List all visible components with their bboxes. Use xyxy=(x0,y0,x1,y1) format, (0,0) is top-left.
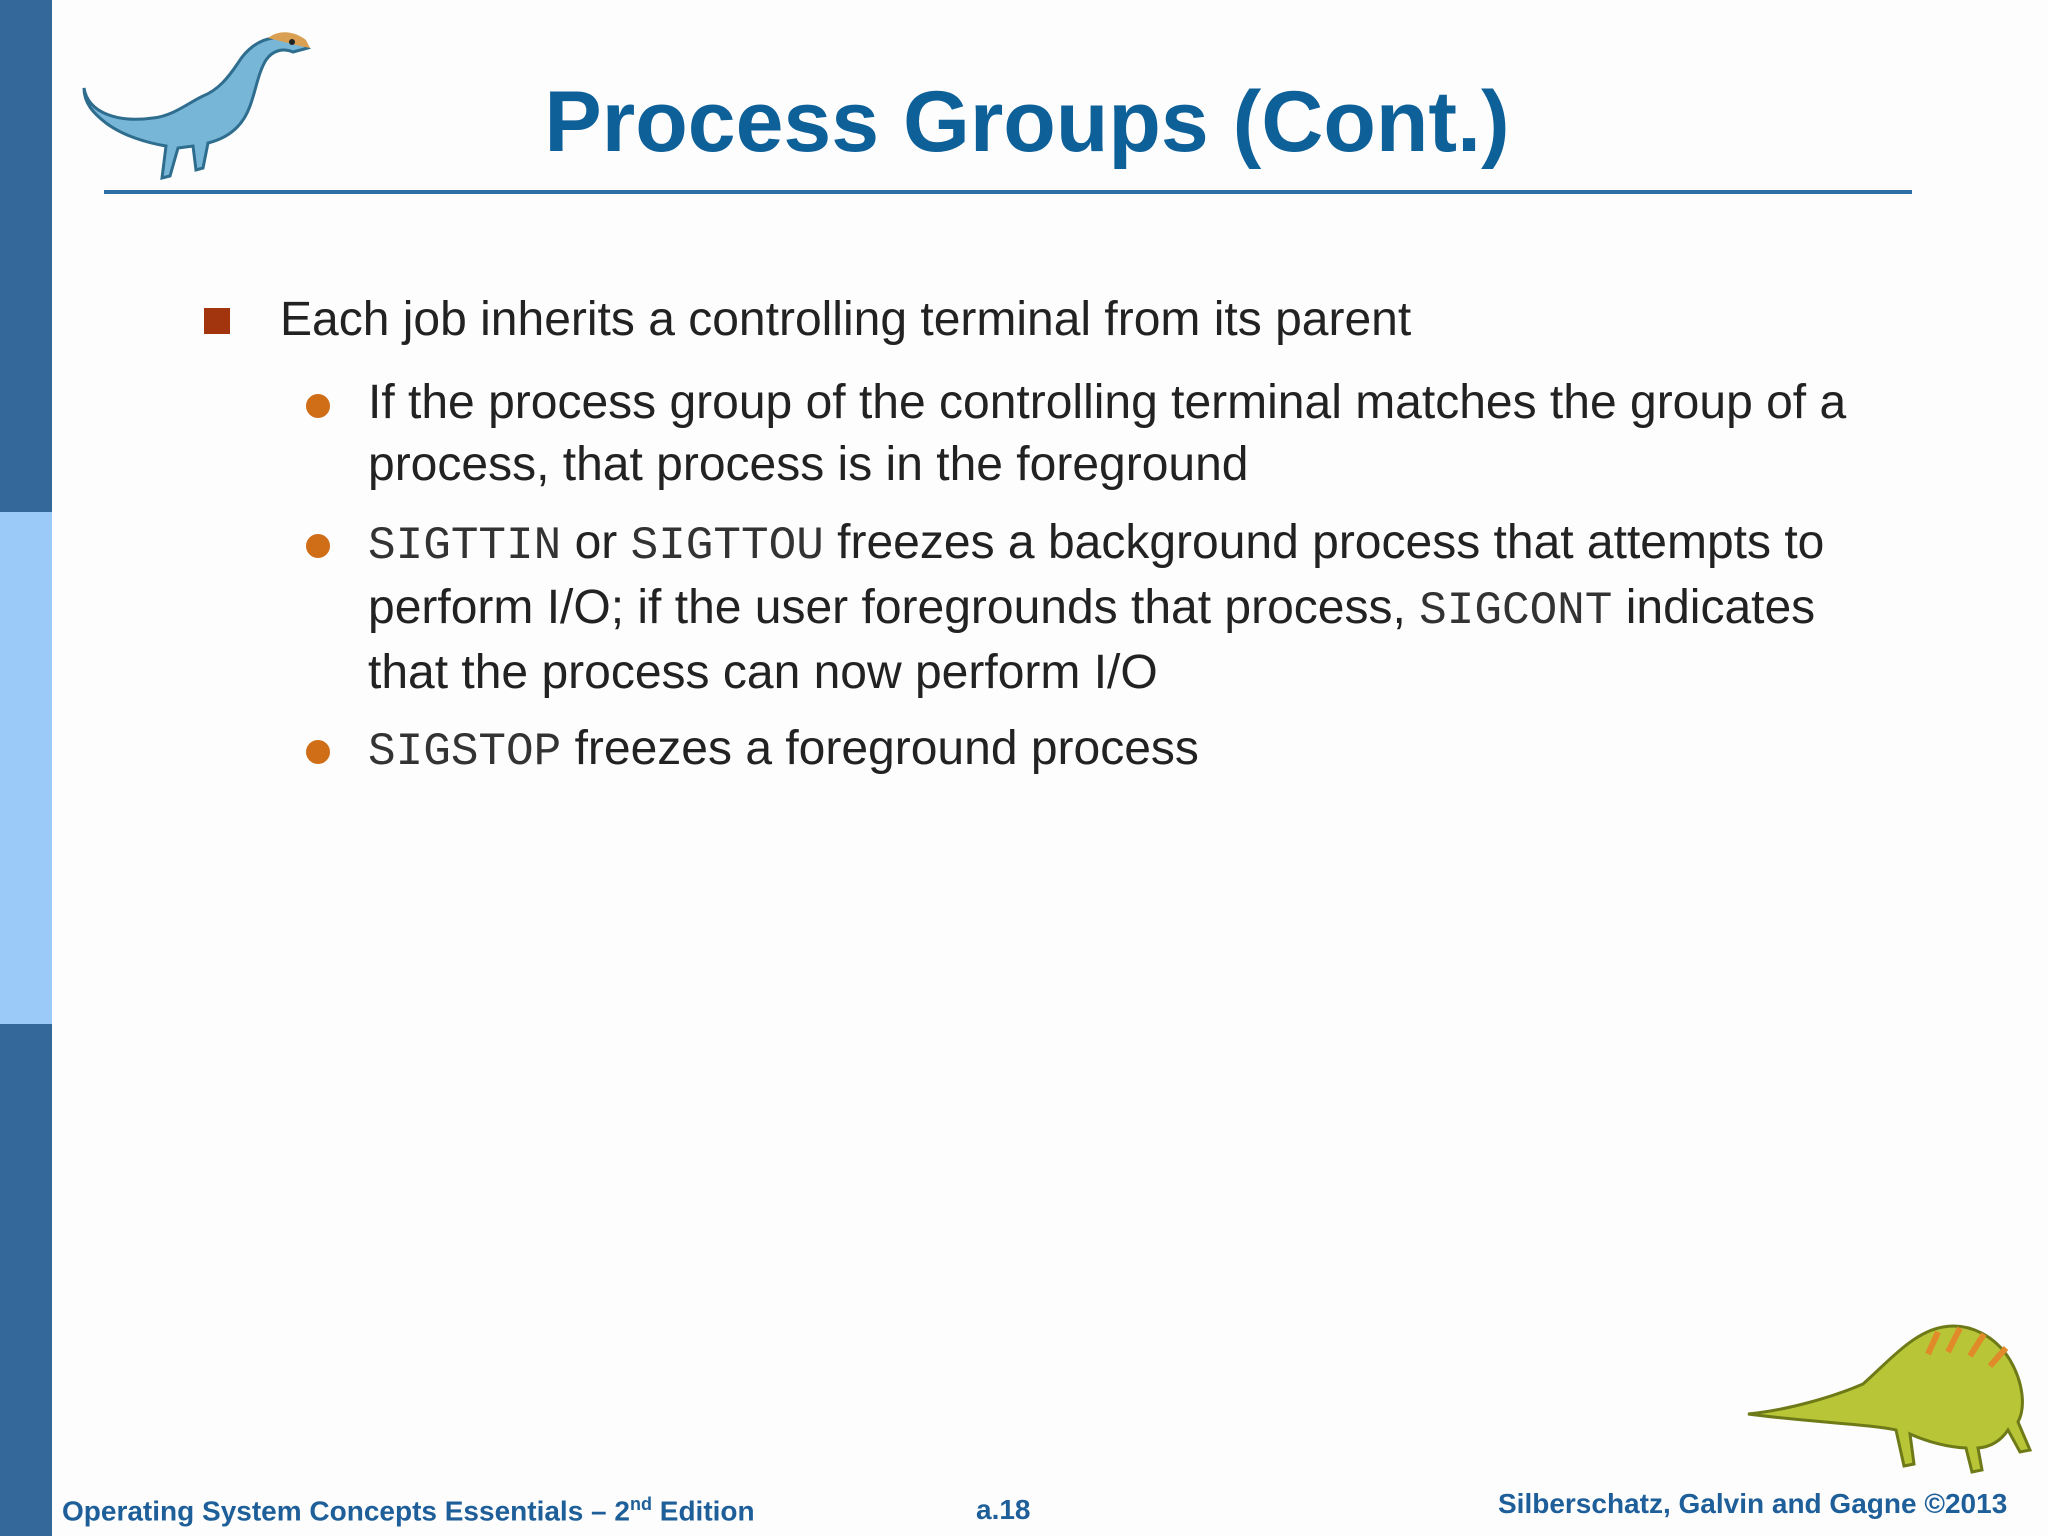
square-bullet-icon xyxy=(204,308,230,334)
bullet-text: Each job inherits a controlling terminal from its parent xyxy=(280,293,1412,346)
dot-bullet-icon xyxy=(306,740,330,764)
footer-book-title-end: Edition xyxy=(651,1495,755,1527)
signal-name: SIGTTIN xyxy=(368,520,562,572)
slide-title: Process Groups (Cont.) xyxy=(544,74,1510,170)
sub-bullet-item xyxy=(368,512,1908,704)
dot-bullet-icon xyxy=(306,394,330,418)
footer-authors: Silberschatz, Galvin and Gagne ©2013 xyxy=(1498,1488,2008,1519)
sub-bullet-item xyxy=(368,718,1908,783)
sub-bullet-item xyxy=(368,372,1908,496)
footer-book-title xyxy=(62,1494,755,1527)
footer-book-title-text: Operating System Concepts Essentials – 2 xyxy=(62,1495,630,1527)
signal-name: SIGCONT xyxy=(1419,585,1613,637)
sub-bullet-text: If the process group of the controlling terminal matches the group of a process, that process is in the foreground xyxy=(368,376,1847,491)
dinosaur-logo-bottom-icon xyxy=(1738,1292,2038,1480)
sub-bullet-text: freezes a foreground process xyxy=(561,722,1199,775)
sub-bullet-text: or xyxy=(561,516,631,569)
signal-name: SIGTTOU xyxy=(630,520,824,572)
footer-book-title-sup: nd xyxy=(629,1494,652,1514)
sub-bullet-text: indicates that the process can now perform I/O xyxy=(368,581,1816,699)
dot-bullet-icon xyxy=(306,534,330,558)
footer-page-number: a.18 xyxy=(976,1494,1031,1525)
signal-name: SIGSTOP xyxy=(368,726,562,778)
bullet-item xyxy=(280,290,1900,350)
sub-bullet-text: freezes a background process that attempts to perform I/O; if the user foregrounds that process, xyxy=(368,516,1825,634)
